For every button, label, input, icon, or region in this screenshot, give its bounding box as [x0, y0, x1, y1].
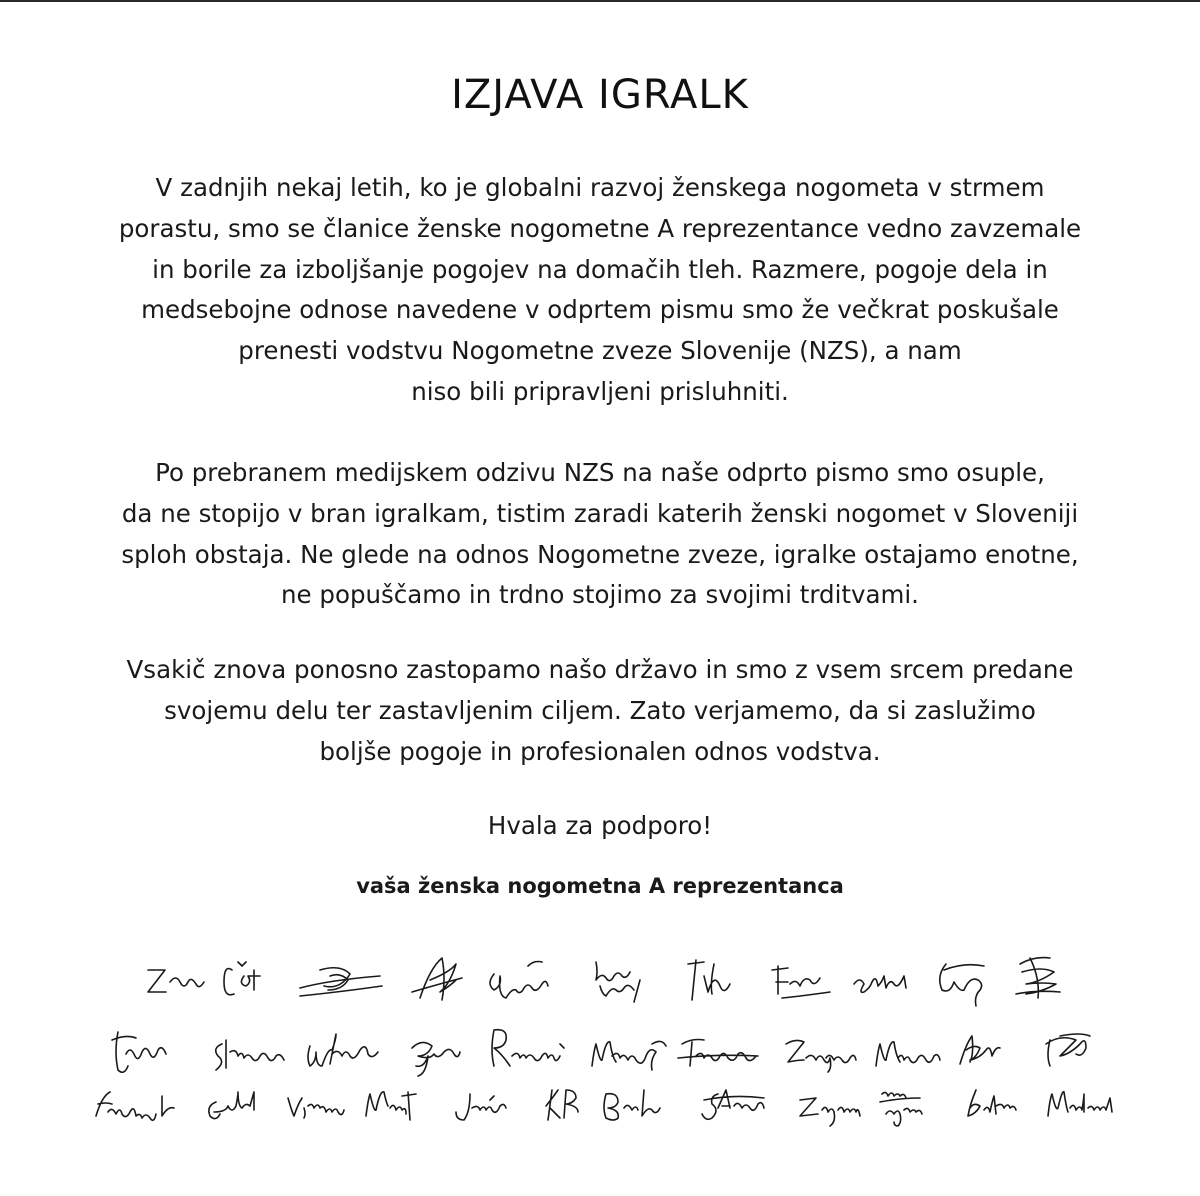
text-line: Po prebranem medijskem odzivu NZS na naše odprto pismo smo osuple,: [155, 458, 1045, 487]
text-line: Vsakič znova ponosno zastopamo našo državo in smo z vsem srcem predane: [126, 655, 1074, 684]
signature: [968, 1090, 1016, 1116]
signature: [148, 970, 204, 992]
signature: [216, 1040, 284, 1070]
signature: [876, 1042, 940, 1066]
thanks-line: Hvala za podporo!: [487, 811, 713, 840]
signature: [300, 968, 382, 996]
signature: [546, 1090, 578, 1120]
signature: [456, 1094, 506, 1120]
signature: [596, 962, 640, 1002]
signature: [592, 1041, 666, 1070]
signature: [604, 1090, 660, 1120]
signatures-svg: [0, 940, 1200, 1180]
signature: [678, 1040, 758, 1067]
paragraph-2: [0, 453, 1200, 616]
signature: [412, 1042, 460, 1076]
text-line: medsebojne odnose navedene v odprtem pismu smo že večkrat poskušale: [141, 295, 1059, 325]
signature: [772, 966, 830, 998]
signature: [1046, 1034, 1090, 1066]
signature: [112, 1032, 166, 1072]
signature: [1016, 958, 1060, 998]
text-line: V zadnjih nekaj letih, ko je globalni razvoj ženskega nogometa v strmem: [155, 173, 1045, 202]
signature: [880, 1092, 922, 1126]
signature: [786, 1040, 856, 1072]
text-line: sploh obstaja. Ne glede na odnos Nogometne zveze, igralke ostajamo enotne,: [121, 539, 1079, 569]
signature: [308, 1034, 378, 1066]
text-line: porastu, smo se članice ženske nogometne A reprezentance vedno zavzemale: [118, 213, 1082, 243]
signature: [224, 962, 260, 995]
text-line: niso bili pripravljeni prisluhniti.: [411, 376, 789, 406]
signatures-block: [0, 940, 1200, 1180]
signature: [412, 958, 462, 1000]
text-line: da ne stopijo v bran igralkam, tistim zaradi katerih ženski nogomet v Sloveniji: [121, 498, 1079, 528]
signature: [688, 960, 730, 1000]
signature: [800, 1098, 860, 1126]
signature: [702, 1090, 764, 1119]
signature: [960, 1036, 1000, 1064]
signature: [490, 962, 548, 999]
signature: [1048, 1092, 1112, 1116]
text-line: ne popuščamo in trdno stojimo za svojimi trditvami.: [281, 580, 919, 610]
text-line: prenesti vodstvu Nogometne zveze Slovenije (NZS), a nam: [238, 336, 962, 366]
closing-signoff: vaša ženska nogometna A reprezentanca: [356, 874, 844, 898]
signature: [492, 1030, 564, 1066]
signature: [854, 976, 906, 992]
text-line: svojemu delu ter zastavljenim ciljem. Zato verjamemo, da si zaslužimo: [164, 695, 1036, 725]
signature: [209, 1092, 254, 1119]
signature: [940, 964, 984, 1006]
paragraph-1: [0, 168, 1200, 413]
paragraph-3: [0, 650, 1200, 772]
top-border: [0, 0, 1200, 2]
page-title: IZJAVA IGRALK: [451, 72, 749, 118]
text-line: boljše pogoje in profesionalen odnos vodstva.: [319, 736, 881, 766]
signature: [96, 1092, 174, 1120]
signature: [366, 1092, 416, 1120]
text-line: in borile za izboljšanje pogojev na domačih tleh. Razmere, pogoje dela in: [152, 254, 1048, 284]
signature: [288, 1098, 344, 1118]
